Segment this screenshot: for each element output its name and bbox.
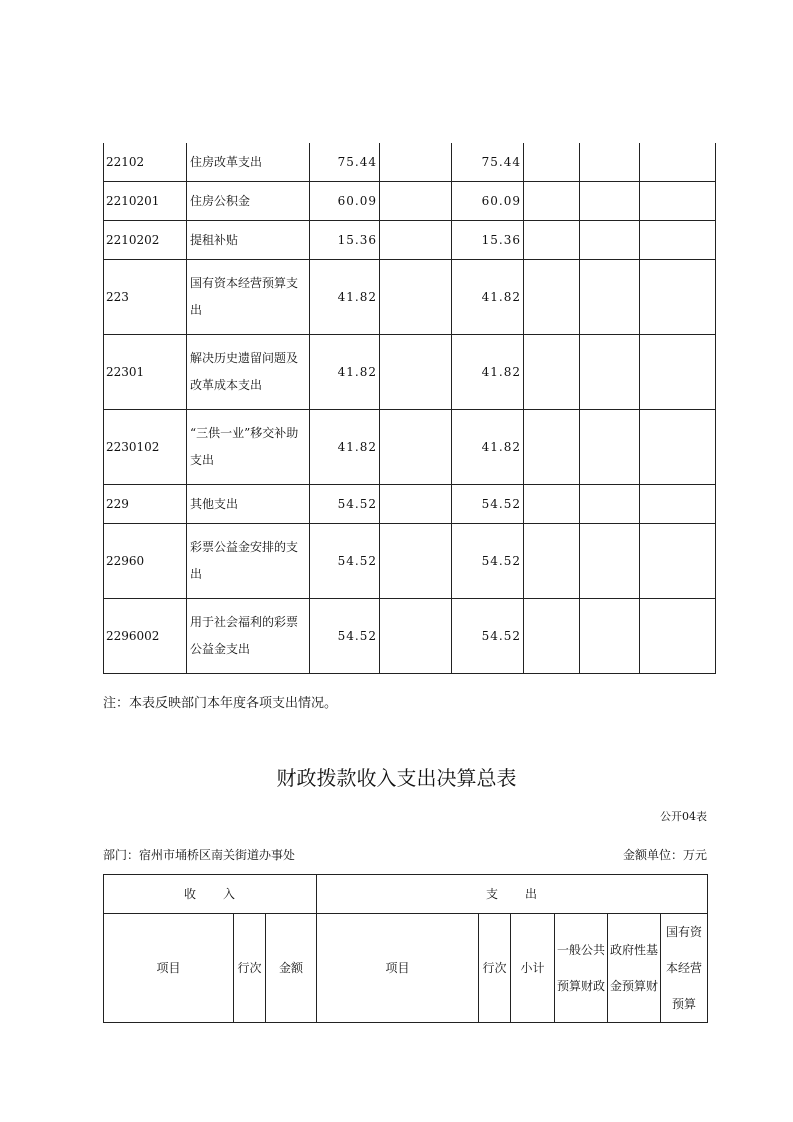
- code-cell: 22301: [104, 335, 187, 410]
- table-row: [104, 485, 716, 524]
- item-cell: “三供一业”移交补助支出: [187, 410, 310, 485]
- amount-cell: 41.82: [452, 335, 524, 410]
- state-capital-header: 国有资本经营预算: [661, 914, 708, 1023]
- amount-cell: [580, 182, 640, 221]
- amount-cell: [524, 335, 580, 410]
- amount-cell: [380, 143, 452, 182]
- code-cell: 22960: [104, 524, 187, 599]
- subtotal-header: 小计: [511, 914, 555, 1023]
- amount-cell: 54.52: [452, 599, 524, 674]
- amount-cell: [580, 143, 640, 182]
- amount-cell: [580, 260, 640, 335]
- code-cell: 22102: [104, 143, 187, 182]
- amount-cell: 54.52: [452, 485, 524, 524]
- code-cell: 2230102: [104, 410, 187, 485]
- amount-cell: [380, 524, 452, 599]
- amount-cell: [580, 599, 640, 674]
- amount-cell: 54.52: [310, 599, 380, 674]
- table-row: [104, 335, 716, 410]
- table-note: 注：本表反映部门本年度各项支出情况。: [103, 696, 338, 711]
- expense-header: 支 出: [317, 875, 708, 914]
- amount-cell: [580, 410, 640, 485]
- income-item-header: 项目: [104, 914, 234, 1023]
- unit-label: 金额单位：万元: [622, 848, 707, 862]
- expenditure-table: [103, 143, 716, 674]
- amount-cell: [524, 182, 580, 221]
- amount-cell: [640, 260, 716, 335]
- amount-cell: 75.44: [452, 143, 524, 182]
- amount-cell: 41.82: [310, 335, 380, 410]
- item-cell: 解决历史遗留问题及改革成本支出: [187, 335, 310, 410]
- code-cell: 2210202: [104, 221, 187, 260]
- amount-cell: 41.82: [452, 410, 524, 485]
- amount-cell: 60.09: [452, 182, 524, 221]
- table-row: [104, 599, 716, 674]
- amount-cell: 54.52: [452, 524, 524, 599]
- amount-cell: [640, 599, 716, 674]
- item-cell: 国有资本经营预算支出: [187, 260, 310, 335]
- amount-cell: [524, 410, 580, 485]
- table-row: [104, 221, 716, 260]
- amount-cell: [640, 410, 716, 485]
- amount-cell: [524, 143, 580, 182]
- table-row: [104, 260, 716, 335]
- amount-cell: 41.82: [310, 410, 380, 485]
- general-budget-header: 一般公共预算财政: [555, 914, 608, 1023]
- amount-cell: 41.82: [310, 260, 380, 335]
- form-number: 公开04表: [660, 810, 707, 823]
- code-cell: 2296002: [104, 599, 187, 674]
- table-row: [104, 143, 716, 182]
- amount-cell: [380, 335, 452, 410]
- table-row: [104, 524, 716, 599]
- amount-cell: [524, 524, 580, 599]
- table-row: [104, 410, 716, 485]
- item-cell: 提租补贴: [187, 221, 310, 260]
- amount-cell: 60.09: [310, 182, 380, 221]
- expense-line-header: 行次: [479, 914, 511, 1023]
- item-cell: 住房公积金: [187, 182, 310, 221]
- code-cell: 229: [104, 485, 187, 524]
- amount-cell: [580, 485, 640, 524]
- amount-cell: [580, 524, 640, 599]
- expense-item-header: 项目: [317, 914, 479, 1023]
- amount-cell: [524, 485, 580, 524]
- amount-cell: 54.52: [310, 485, 380, 524]
- income-line-header: 行次: [234, 914, 266, 1023]
- amount-cell: [640, 524, 716, 599]
- amount-cell: [640, 143, 716, 182]
- amount-cell: [640, 221, 716, 260]
- item-cell: 住房改革支出: [187, 143, 310, 182]
- fiscal-summary-table: [103, 874, 708, 1023]
- amount-cell: [524, 599, 580, 674]
- amount-cell: 41.82: [452, 260, 524, 335]
- amount-cell: [380, 485, 452, 524]
- amount-cell: [640, 182, 716, 221]
- item-cell: 彩票公益金安排的支出: [187, 524, 310, 599]
- amount-cell: 15.36: [452, 221, 524, 260]
- amount-cell: 15.36: [310, 221, 380, 260]
- amount-cell: [580, 221, 640, 260]
- code-cell: 223: [104, 260, 187, 335]
- section-title: 财政拨款收入支出决算总表: [276, 766, 517, 790]
- amount-cell: [380, 221, 452, 260]
- amount-cell: [640, 485, 716, 524]
- amount-cell: 54.52: [310, 524, 380, 599]
- amount-cell: [524, 221, 580, 260]
- code-cell: 2210201: [104, 182, 187, 221]
- gov-fund-header: 政府性基金预算财: [608, 914, 661, 1023]
- amount-cell: [524, 260, 580, 335]
- item-cell: 其他支出: [187, 485, 310, 524]
- amount-cell: [580, 335, 640, 410]
- income-header: 收 入: [104, 875, 317, 914]
- amount-cell: [380, 182, 452, 221]
- amount-cell: [640, 335, 716, 410]
- amount-cell: [380, 410, 452, 485]
- item-cell: 用于社会福利的彩票公益金支出: [187, 599, 310, 674]
- amount-cell: 75.44: [310, 143, 380, 182]
- department-label: 部门：宿州市埇桥区南关街道办事处: [103, 848, 296, 862]
- amount-cell: [380, 599, 452, 674]
- table-row: [104, 182, 716, 221]
- amount-cell: [380, 260, 452, 335]
- income-amount-header: 金额: [266, 914, 317, 1023]
